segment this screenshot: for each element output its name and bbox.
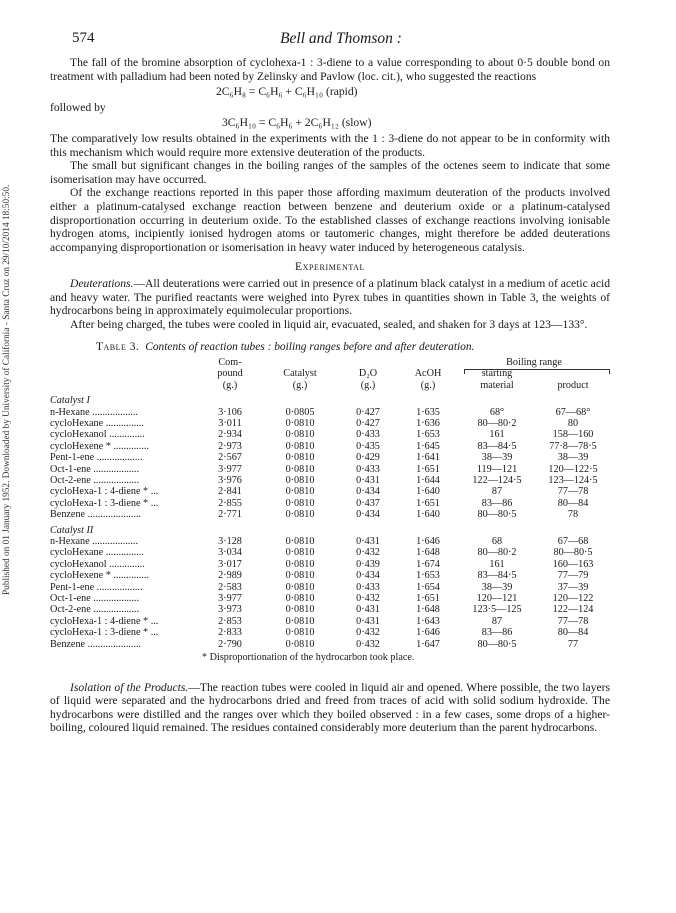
table-row [50,498,610,509]
compound-mass: 2·855 [218,497,242,509]
paragraph-isolation [50,681,610,735]
acoh-mass: 1·646 [416,535,440,547]
acoh-mass: 1·640 [416,486,440,498]
table-row [50,639,610,650]
catalyst-mass: 0·0810 [285,558,315,570]
d2o-mass: 0·433 [356,581,380,593]
acoh-mass: 1·646 [416,627,440,639]
product-range: 77 [567,638,579,650]
group-label: Catalyst I [50,395,90,407]
compound-name: n-Hexane .................. [50,406,138,418]
compound-mass: 2·841 [218,486,242,498]
reaction-table [50,357,610,650]
compound-name: cycloHexa-1 : 3-diene * ... [50,497,159,509]
starting-range: 80—80·2 [477,417,517,429]
col-d2o-h2: (g.) [360,379,376,391]
product-range: 67—68° [555,406,591,418]
acoh-mass: 1·648 [416,547,440,559]
compound-mass: 3·106 [218,406,242,418]
acoh-mass: 1·647 [416,638,440,650]
compound-name: n-Hexane .................. [50,535,138,547]
catalyst-mass: 0·0810 [285,615,315,627]
running-head: Bell and Thomson : [280,30,402,47]
table-row [50,559,610,570]
compound-mass: 3·977 [218,593,242,604]
acoh-mass: 1·645 [416,440,440,452]
compound-name: cycloHexene * .............. [50,440,150,452]
catalyst-mass: 0·0810 [285,463,315,475]
page-header [72,30,610,50]
catalyst-mass: 0·0810 [285,474,315,486]
compound-mass: 2·934 [218,429,242,441]
d2o-mass: 0·431 [356,535,380,547]
paragraph-low-results: The comparatively low results obtained in the experiments with the 1 : 3-diene do not appear to be in conformity with this mechanism which would require more extensive deuteration of the products. [50,131,610,159]
starting-range: 80—80·5 [477,638,517,650]
catalyst-mass: 0·0810 [285,440,315,452]
col-catalyst-h2: (g.) [292,379,308,391]
page-body [50,56,610,735]
compound-name: Oct-1-ene .................. [50,593,140,604]
acoh-mass: 1·636 [416,417,440,429]
compound-mass: 3·017 [218,558,242,570]
catalyst-mass: 0·0810 [285,547,315,559]
table-caption [50,341,610,355]
acoh-mass: 1·641 [416,452,440,464]
equation-rapid: 2C₆H₈ = C₆H₆ + C₆H₁₀ (rapid) [216,85,358,99]
catalyst-mass: 0·0810 [285,509,315,521]
d2o-mass: 0·434 [356,570,380,582]
catalyst-mass: 0·0810 [285,570,315,582]
col-acoh-h2: (g.) [420,379,436,391]
header-row-3 [50,380,610,391]
acoh-mass: 1·653 [416,570,440,582]
boiling-range-header [458,357,610,368]
table-row [50,582,610,593]
d2o-mass: 0·431 [356,474,380,486]
starting-range: 119—121 [476,463,518,475]
starting-range: 83—86 [481,627,513,639]
starting-range: 122—124·5 [472,474,522,486]
paragraph-bromine: The fall of the bromine absorption of cyclohexa-1 : 3-diene to a value corresponding to about 0·5 double bond on treatment with palladium had been noted by Zelinsky and Pavlow (loc. cit.), who suggested the reactions [50,56,610,83]
col-d2o-h1: D₂O [358,368,378,380]
table-row [50,627,610,638]
catalyst-mass: 0·0810 [285,486,315,498]
page-number: 574 [72,30,95,46]
product-range: 77—78 [557,615,589,627]
product-range: 122—124 [552,604,594,616]
acoh-mass: 1·654 [416,581,440,593]
acoh-mass: 1·644 [416,474,440,486]
starting-range: 83—84·5 [477,440,517,452]
group-label: Catalyst II [50,524,94,536]
starting-range: 68 [491,535,503,547]
boiling-range-label: Boiling range [506,356,562,368]
compound-mass: 3·977 [218,463,242,475]
paragraph-after-charged: After being charged, the tubes were cooled in liquid air, evacuated, sealed, and shaken for 3 days at 123—133°. [70,317,588,331]
starting-range: 120—121 [476,593,518,604]
catalyst-mass: 0·0810 [285,593,315,604]
deuterations-title: Deuterations. [70,276,134,290]
d2o-mass: 0·431 [356,615,380,627]
compound-name: cycloHexa-1 : 4-diene * ... [50,615,159,627]
starting-range: 83—86 [481,497,513,509]
col-catalyst-h1: Catalyst [283,368,317,380]
product-range: 38—39 [557,452,589,464]
table-row [50,547,610,558]
d2o-mass: 0·429 [356,452,380,464]
table-title: Contents of reaction tubes : boiling ranges before and after deuteration. [145,341,475,354]
compound-name: cycloHexane ............... [50,547,144,559]
compound-mass: 2·790 [218,638,242,650]
starting-range: 38—39 [481,581,513,593]
table-row [50,464,610,475]
product-range: 77·8—78·5 [549,440,597,452]
product-range: 78 [567,509,579,521]
d2o-mass: 0·427 [356,417,380,429]
d2o-mass: 0·434 [356,486,380,498]
catalyst-mass: 0·0810 [285,638,315,650]
compound-name: Oct-1-ene .................. [50,463,140,475]
d2o-mass: 0·439 [356,558,380,570]
acoh-mass: 1·640 [416,509,440,521]
catalyst-mass: 0·0810 [285,497,315,509]
isolation-text: —The reaction tubes were cooled in liquid air and opened. Where possible, the two layers of liquid were separated and the hydrocarbons dried and freed from traces of acid with solid sodium hydroxide. The hydrocarbons were distilled and the ranges over which they boiled observed : in a few cases, some drops of a higher-boiling, coloured liquid remained. The residues contained considerably more deuterium than the parent hydrocarbons. [50,680,610,735]
paragraph-octenes: The small but significant changes in the boiling ranges of the samples of the octenes seem to indicate that some isomerisation may have occurred. [50,159,610,186]
d2o-mass: 0·433 [356,429,380,441]
product-range: 158—160 [552,429,594,441]
catalyst-mass: 0·0810 [285,604,315,616]
starting-range: 87 [491,615,503,627]
acoh-mass: 1·674 [416,558,440,570]
download-note: Published on 01 January 1952. Downloaded by University of California - Santa Cruz on 29/10/2014 18:50:50. [2,184,12,595]
product-range: 37—39 [557,581,589,593]
starting-range: 83—84·5 [477,570,517,582]
compound-mass: 2·989 [218,570,242,582]
compound-mass: 2·567 [218,452,242,464]
compound-name: cycloHexa-1 : 3-diene * ... [50,627,159,639]
col-compound-h3: (g.) [222,379,238,391]
d2o-mass: 0·427 [356,406,380,418]
acoh-mass: 1·651 [416,497,440,509]
col-compound-h1: Com- [218,356,242,368]
compound-name: cycloHexane ............... [50,417,144,429]
compound-mass: 2·853 [218,615,242,627]
table-row [50,429,610,440]
col-compound-h2: pound [217,368,243,380]
group-header-row [50,521,610,536]
followed-by-text: followed by [50,100,106,114]
section-heading: Experimental [294,260,366,274]
starting-range: 87 [491,486,503,498]
product-range: 120—122 [552,593,594,604]
table-row [50,407,610,418]
compound-mass: 3·011 [218,417,242,429]
product-range: 123—124·5 [548,474,598,486]
acoh-mass: 1·635 [416,406,440,418]
compound-mass: 3·976 [218,474,242,486]
equation-slow: 3C₆H₁₀ = C₆H₆ + 2C₆H₁₂ (slow) [222,116,372,130]
col-starting-h2: material [480,379,514,391]
compound-mass: 2·973 [218,440,242,452]
catalyst-mass: 0·0810 [285,452,315,464]
table-footnote: * Disproportionation of the hydrocarbon took place. [202,652,415,664]
download-watermark [2,95,16,595]
product-range: 80—84 [557,627,589,639]
d2o-mass: 0·431 [356,604,380,616]
starting-range: 123·5—125 [472,604,522,616]
group-header-row [50,391,610,406]
starting-range: 80—80·5 [477,509,517,521]
col-acoh-h1: AcOH [414,368,442,380]
table-row [50,570,610,581]
table-row [50,593,610,604]
acoh-mass: 1·648 [416,604,440,616]
compound-name: cycloHexene * .............. [50,570,150,582]
compound-name: Oct-2-ene .................. [50,604,140,616]
table-row [50,441,610,452]
table-row [50,475,610,486]
col-starting-h1: starting [481,368,513,380]
compound-mass: 3·128 [218,535,242,547]
d2o-mass: 0·434 [356,509,380,521]
compound-name: Benzene ..................... [50,509,142,521]
compound-name: cycloHexa-1 : 4-diene * ... [50,486,159,498]
product-range: 80—84 [557,497,589,509]
d2o-mass: 0·432 [356,547,380,559]
d2o-mass: 0·433 [356,463,380,475]
catalyst-mass: 0·0810 [285,535,315,547]
catalyst-mass: 0·0810 [285,417,315,429]
starting-range: 68° [489,406,505,418]
isolation-title: Isolation of the Products. [70,680,189,694]
table-row [50,616,610,627]
product-range: 77—78 [557,486,589,498]
paragraph-deuterations [50,277,610,318]
compound-mass: 3·973 [218,604,242,616]
compound-name: Pent-1-ene .................. [50,452,143,464]
product-range: 120—122·5 [548,463,598,475]
col-product-h: product [557,379,589,391]
table-row [50,452,610,463]
acoh-mass: 1·643 [416,615,440,627]
paragraph-exchange: Of the exchange reactions reported in this paper those affording maximum deuteration of the products involved either a platinum-catalysed exchange reaction between benzene and deuterium oxide or a platinum-catalysed disproportionation occurring in deuterium oxide. To the established classes of exchange reactions involving ionisable hydrogen atoms, incipiently ionised hydrogen atoms or tautomeric changes, might therefore be added deuterations accompanying disproportionation or isomerisation in heavy water induced by heterogeneous catalysis. [50,186,610,254]
header-row-1 [50,357,610,368]
compound-name: Pent-1-ene .................. [50,581,143,593]
starting-range: 161 [489,429,505,441]
catalyst-mass: 0·0810 [285,581,315,593]
starting-range: 38—39 [481,452,513,464]
compound-mass: 2·771 [218,509,242,521]
acoh-mass: 1·651 [416,463,440,475]
acoh-mass: 1·651 [416,593,440,604]
product-range: 77—79 [557,570,589,582]
table-label: Table 3. [96,341,140,354]
table-row [50,536,610,547]
compound-mass: 2·583 [218,581,242,593]
compound-name: cycloHexanol .............. [50,429,145,441]
table-row [50,604,610,615]
table-row [50,418,610,429]
d2o-mass: 0·432 [356,638,380,650]
compound-name: Oct-2-ene .................. [50,474,140,486]
d2o-mass: 0·432 [356,627,380,639]
compound-name: cycloHexanol .............. [50,558,145,570]
catalyst-mass: 0·0810 [285,627,315,639]
starting-range: 161 [489,558,505,570]
acoh-mass: 1·653 [416,429,440,441]
compound-name: Benzene ..................... [50,638,142,650]
product-range: 160—163 [552,558,594,570]
compound-mass: 2·833 [218,627,242,639]
catalyst-mass: 0·0810 [285,429,315,441]
d2o-mass: 0·437 [356,497,380,509]
table-row [50,486,610,497]
deuterations-text: —All deuterations were carried out in presence of a platinum black catalyst in a medium of acetic acid and heavy water. The purified reactants were weighed into Pyrex tubes in quantities shown in Table 3, the weights of hydrocarbons being in approximately equimolecular proportions. [50,276,610,318]
catalyst-mass: 0·0805 [285,406,315,418]
d2o-mass: 0·432 [356,593,380,604]
product-range: 80—80·5 [553,547,593,559]
product-range: 67—68 [557,535,589,547]
d2o-mass: 0·435 [356,440,380,452]
compound-mass: 3·034 [218,547,242,559]
starting-range: 80—80·2 [477,547,517,559]
table-row [50,509,610,520]
product-range: 80 [567,417,579,429]
